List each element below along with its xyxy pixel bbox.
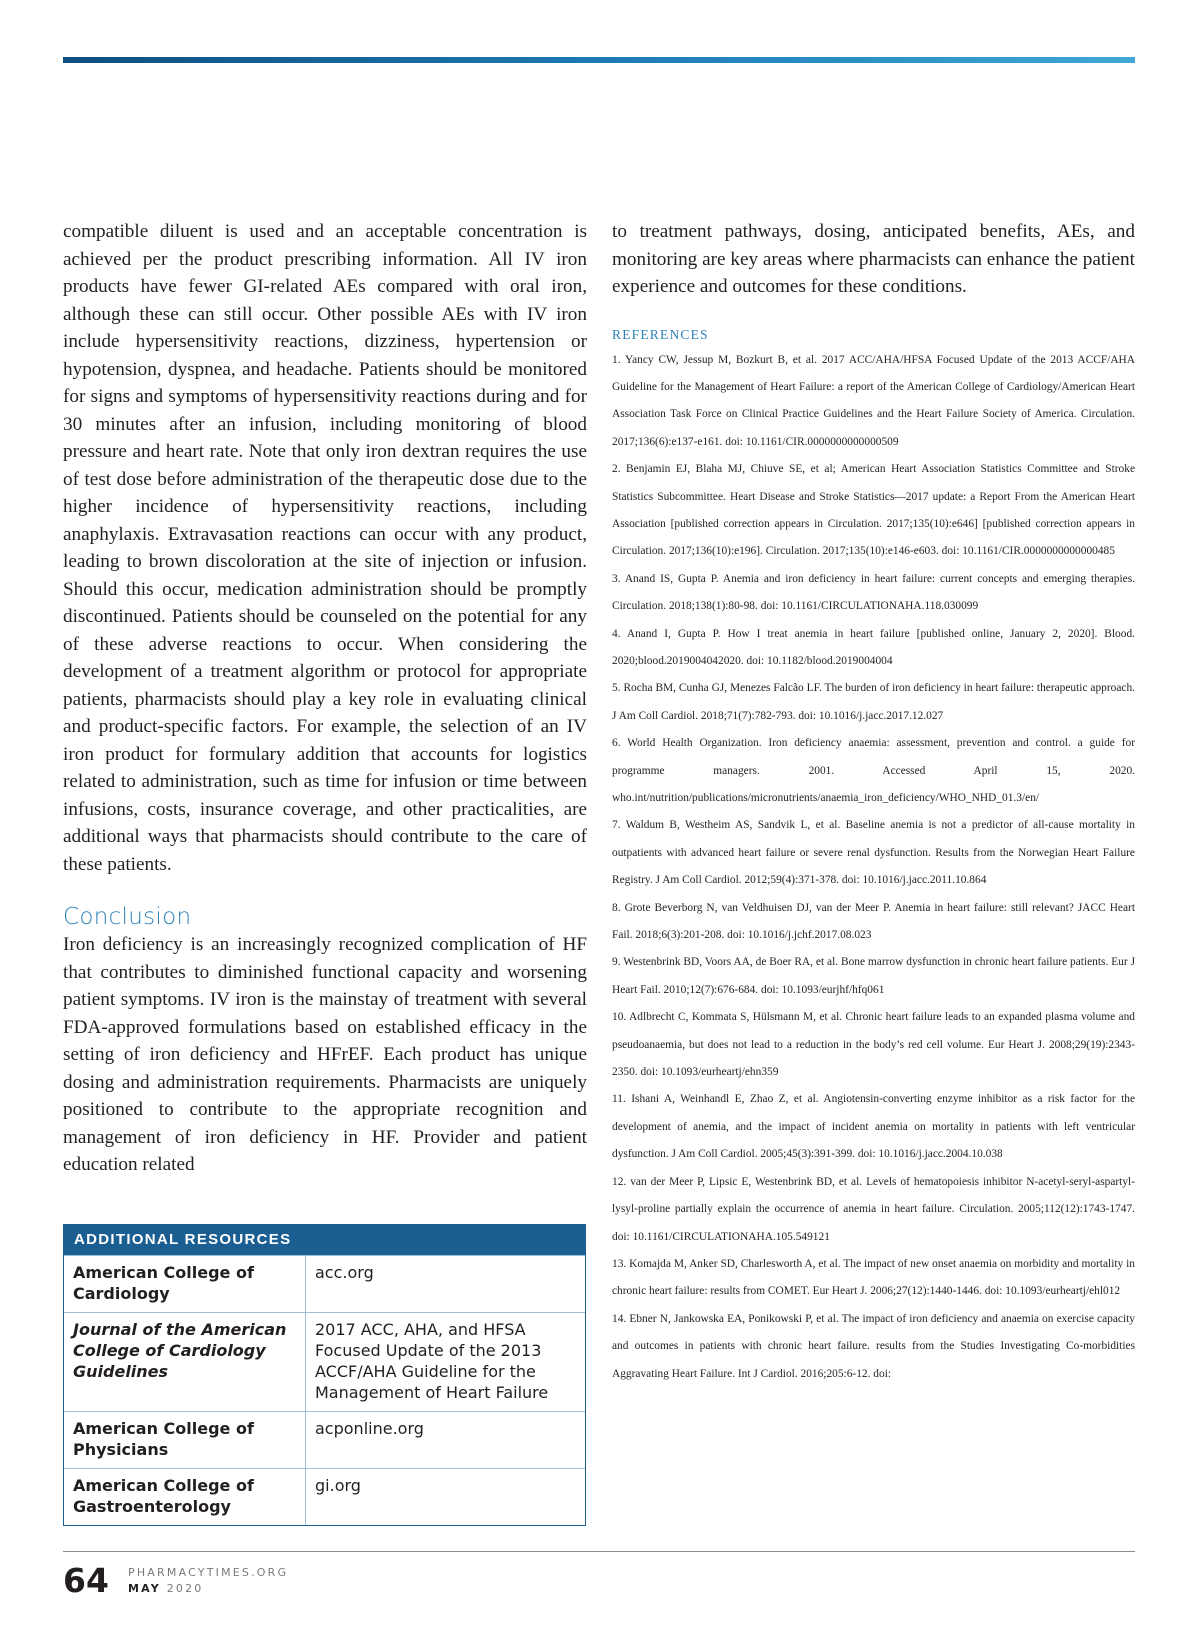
footer-rule [63, 1551, 1135, 1552]
left-column [63, 218, 587, 1179]
iv-iron-safety-paragraph: compatible diluent is used and an acceptable concentration is achieved per the product prescribing information. All IV iron products have fewer GI-related AEs compared with oral iron, although these can still occur. Other possible AEs with IV iron include hypersensitivity reactions, dizziness, hypertension or hypotension, dyspnea, and headache. Patients should be monitored for signs and symptoms of hypersensitivity reactions during and for 30 minutes after an infusion, including monitoring of blood pressure and heart rate. Note that only iron dextran requires the use of test dose before administration of the therapeutic dose due to the higher incidence of hypersensitivity reactions, including anaphylaxis. Extravasation reactions can occur with any product, leading to brown discoloration at the site of injection or infusion. Should this occur, medication administration should be promptly discontinued. Patients should be counseled on the potential for any of these adverse reactions to occur. When considering the development of a treatment algorithm or protocol for appropriate patients, pharmacists should play a key role in evaluating clinical and product-specific factors. For example, the selection of an IV iron product for formulary addition that accounts for logistics related to administration, such as time for infusion or time between infusions, costs, insurance coverage, and other practicalities, are additional ways that pharmacists should contribute to the care of these patients. [63, 221, 587, 875]
reference-item: 13. Komajda M, Anker SD, Charlesworth A, et al. The impact of new onset anaemia on morbidity and mortality in chronic heart failure: results from COMET. Eur Heart J. 2006;27(12):1440-1446. doi: 10.1093/eurheartj/ehl012 [612, 1257, 1135, 1298]
right-column [612, 218, 1135, 1388]
additional-resources-table [63, 1224, 586, 1526]
resource-org: Journal of the American College of Cardiology Guidelines [64, 1313, 306, 1411]
body-paragraph [63, 218, 587, 878]
resource-row [64, 1468, 585, 1525]
reference-item: 8. Grote Beverborg N, van Veldhuisen DJ, van der Meer P. Anemia in heart failure: still relevant? JACC Heart Fail. 2018;6(3):201-208. doi: 10.1016/j.jchf.2017.08.023 [612, 901, 1135, 942]
issue-year: 2020 [166, 1582, 204, 1595]
reference-item: 2. Benjamin EJ, Blaha MJ, Chiuve SE, et al; American Heart Association Statistics Committee and Stroke Statistics Subcommittee. Heart Disease and Stroke Statistics—2017 update: a Report From the American Heart Association [published correction appears in Circulation. 2017;135(10):e646] [published correction appears in Circulation. 2017;136(10):e196]. Circulation. 2017;135(10):e146-e603. doi: 10.1161/CIR.0000000000000485 [612, 463, 1135, 558]
conclusion-paragraph: Iron deficiency is an increasingly recognized complication of HF that contributes to diminished functional capacity and worsening patient symptoms. IV iron is the mainstay of treatment with several FDA-approved formulations based on established efficacy in the setting of iron deficiency and HFrEF. Each product has unique dosing and administration requirements. Pharmacists are uniquely positioned to contribute to the appropriate recognition and management of iron deficiency in HF. Provider and patient education related [63, 934, 587, 1175]
continuation-body [612, 218, 1135, 301]
reference-item: 7. Waldum B, Westheim AS, Sandvik L, et al. Baseline anemia is not a predictor of all-cause mortality in outpatients with advanced heart failure or severe renal dysfunction. Results from the Norwegian Heart Failure Registry. J Am Coll Cardiol. 2012;59(4):371-378. doi: 10.1016/j.jacc.2011.10.864 [612, 819, 1135, 887]
reference-item: 1. Yancy CW, Jessup M, Bozkurt B, et al. 2017 ACC/AHA/HFSA Focused Update of the 2013 ACCF/AHA Guideline for the Management of Heart Failure: a report of the American College of Cardiology/American Heart Association Task Force on Clinical Practice Guidelines and the Heart Failure Society of America. Circulation. 2017;136(6):e137-e161. doi: 10.1161/CIR.0000000000000509 [612, 353, 1135, 448]
page-number: 64 [63, 1561, 109, 1600]
references-list [612, 347, 1135, 1388]
resource-org: American College of Physicians [64, 1412, 306, 1468]
top-accent-bar [63, 57, 1135, 63]
issue-month: MAY [128, 1582, 161, 1595]
resources-title: ADDITIONAL RESOURCES [64, 1225, 585, 1255]
reference-item: 9. Westenbrink BD, Voors AA, de Boer RA, et al. Bone marrow dysfunction in chronic heart failure patients. Eur J Heart Fail. 2010;12(7):676-684. doi: 10.1093/eurjhf/hfq061 [612, 956, 1135, 996]
resource-row [64, 1312, 585, 1411]
resource-link[interactable]: acponline.org [315, 1419, 424, 1438]
continuation-paragraph: to treatment pathways, dosing, anticipated benefits, AEs, and monitoring are key areas where pharmacists can enhance the patient experience and outcomes for these conditions. [612, 221, 1135, 297]
reference-item: 10. Adlbrecht C, Kommata S, Hülsmann M, et al. Chronic heart failure leads to an expanded plasma volume and pseudoanaemia, but does not lead to a reduction in the body’s red cell volume. Eur Heart J. 2008;29(19):2343-2350. doi: 10.1093/eurheartj/ehn359 [612, 1011, 1135, 1079]
reference-item: 4. Anand I, Gupta P. How I treat anemia in heart failure [published online, January 2, 2020]. Blood. 2020;blood.2019004042020. doi: 10.1182/blood.2019004004 [612, 627, 1135, 667]
resource-link[interactable]: 2017 ACC, AHA, and HFSA Focused Update of the 2013 ACCF/AHA Guideline for the Management of Heart Failure [315, 1320, 549, 1402]
resource-row [64, 1411, 585, 1468]
resource-link[interactable]: gi.org [315, 1476, 361, 1495]
reference-item: 11. Ishani A, Weinhandl E, Zhao Z, et al. Angiotensin-converting enzyme inhibitor as a risk factor for the development of anemia, and the impact of incident anemia on mortality in patients with left ventricular dysfunction. J Am Coll Cardiol. 2005;45(3):391-399. doi: 10.1016/j.jacc.2004.10.038 [612, 1093, 1135, 1161]
reference-item: 5. Rocha BM, Cunha GJ, Menezes Falcão LF. The burden of iron deficiency in heart failure: therapeutic approach. J Am Coll Cardiol. 2018;71(7):782-793. doi: 10.1016/j.jacc.2017.12.027 [612, 682, 1135, 722]
conclusion-heading: Conclusion [63, 904, 192, 930]
resource-row [64, 1255, 585, 1312]
conclusion-body [63, 931, 587, 1179]
reference-item: 14. Ebner N, Jankowska EA, Ponikowski P, et al. The impact of iron deficiency and anaemia on exercise capacity and outcomes in patients with chronic heart failure. results from the Studies Investigating Co-morbidities Aggravating Heart Failure. Int J Cardiol. 2016;205:6-12. doi: [612, 1312, 1135, 1380]
references-heading: REFERENCES [612, 326, 709, 342]
publication-site: PHARMACYTIMES.ORG [128, 1566, 289, 1579]
reference-item: 6. World Health Organization. Iron deficiency anaemia: assessment, prevention and control. a guide for programme managers. 2001. Accessed April 15, 2020. who.int/nutrition/publications/micronutrients/anaemia_iron_deficiency/WHO_NHD_01.3/en/ [612, 737, 1135, 804]
reference-item: 3. Anand IS, Gupta P. Anemia and iron deficiency in heart failure: current concepts and emerging therapies. Circulation. 2018;138(1):80-98. doi: 10.1161/CIRCULATIONAHA.118.030099 [612, 572, 1135, 613]
resource-link[interactable]: acc.org [315, 1263, 374, 1282]
resource-org: American College of Gastroenterology [64, 1469, 306, 1525]
issue-date [128, 1582, 203, 1595]
reference-item: 12. van der Meer P, Lipsic E, Westenbrink BD, et al. Levels of hematopoiesis inhibitor N-acetyl-seryl-aspartyl-lysyl-proline partially explain the occurrence of anemia in heart failure. Circulation. 2005;112(12):1743-1747. doi: 10.1161/CIRCULATIONAHA.105.549121 [612, 1175, 1135, 1243]
resource-org: American College of Cardiology [64, 1256, 306, 1312]
